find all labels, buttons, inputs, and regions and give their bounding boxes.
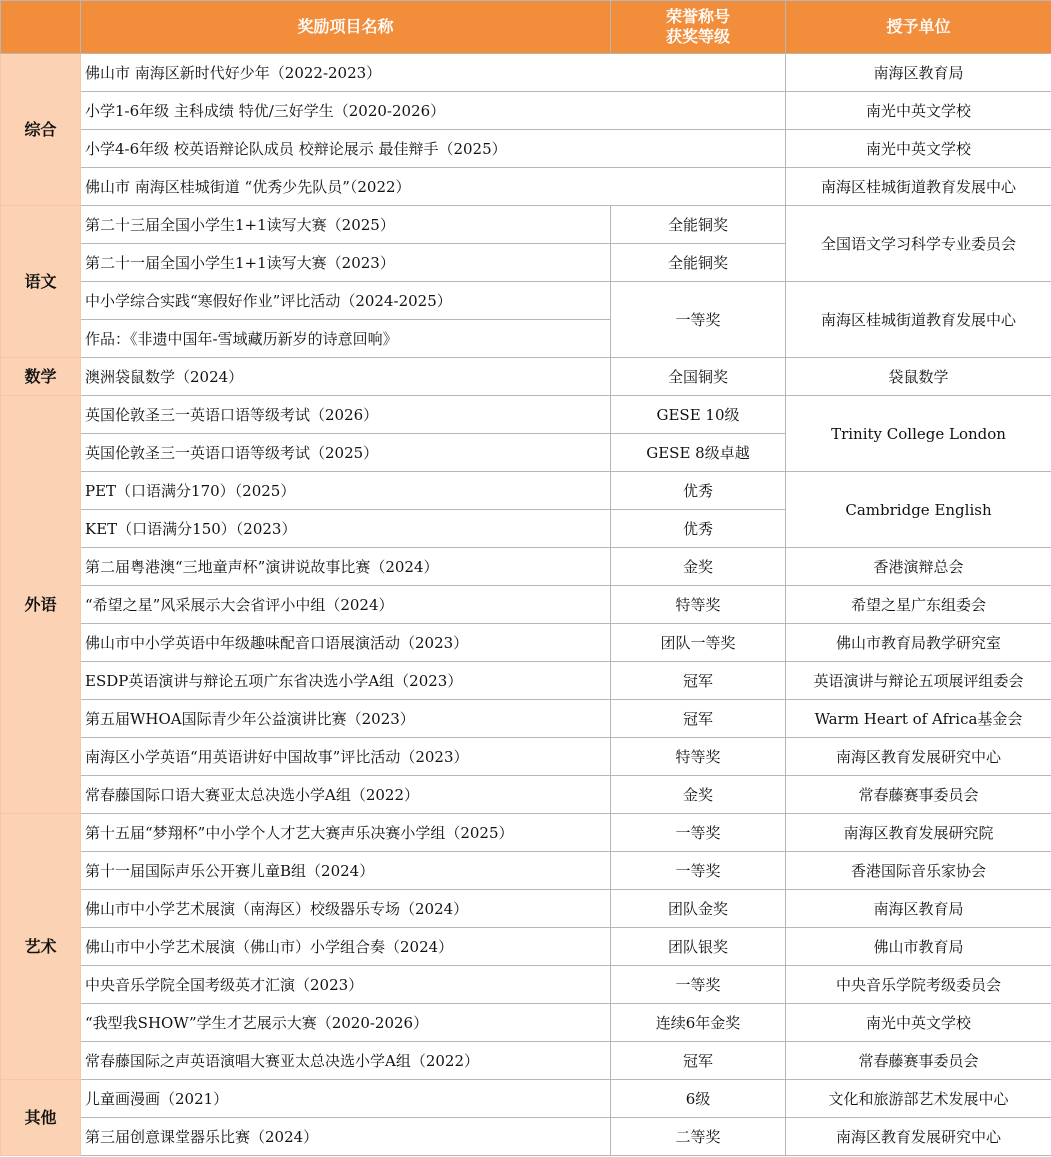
award-level: 冠军: [611, 1042, 786, 1080]
award-unit: 南海区教育发展研究中心: [786, 1118, 1051, 1156]
award-name: 作品：《非遗中国年-雪域藏历新岁的诗意回响》: [81, 320, 611, 358]
award-unit: 佛山市教育局教学研究室: [786, 624, 1051, 662]
award-unit: 南海区桂城街道教育发展中心: [786, 282, 1051, 358]
table-row: [1, 700, 1051, 738]
table-row: [1, 1118, 1051, 1156]
award-level: 一等奖: [611, 282, 786, 358]
award-unit: 常春藤赛事委员会: [786, 776, 1051, 814]
award-name: “希望之星”风采展示大会省评小中组（2024）: [81, 586, 611, 624]
award-level: 一等奖: [611, 852, 786, 890]
award-name: 常春藤国际口语大赛亚太总决选小学A组（2022）: [81, 776, 611, 814]
award-unit: 全国语文学习科学专业委员会: [786, 206, 1051, 282]
award-unit: 南海区教育局: [786, 54, 1051, 92]
table-row: [1, 586, 1051, 624]
table-row: [1, 852, 1051, 890]
award-name: 第二十三届全国小学生1+1读写大赛（2025）: [81, 206, 611, 244]
award-unit: 袋鼠数学: [786, 358, 1051, 396]
award-name: 佛山市 南海区桂城街道 “优秀少先队员”（2022）: [81, 168, 786, 206]
award-level: 特等奖: [611, 738, 786, 776]
header-level-line1: 荣誉称号: [665, 7, 730, 26]
award-level: 一等奖: [611, 966, 786, 1004]
table-row: [1, 358, 1051, 396]
table-row: [1, 472, 1051, 510]
award-name: 儿童画漫画（2021）: [81, 1080, 611, 1118]
award-level: 一等奖: [611, 814, 786, 852]
award-unit: 南海区桂城街道教育发展中心: [786, 168, 1051, 206]
award-level: 团队银奖: [611, 928, 786, 966]
award-unit: 香港演辩总会: [786, 548, 1051, 586]
award-level: 全能铜奖: [611, 244, 786, 282]
award-level: 连续6年金奖: [611, 1004, 786, 1042]
table-row: [1, 890, 1051, 928]
award-unit: 常春藤赛事委员会: [786, 1042, 1051, 1080]
award-level: 6级: [611, 1080, 786, 1118]
award-name: 第五届WHOA国际青少年公益演讲比赛（2023）: [81, 700, 611, 738]
award-name: 英国伦敦圣三一英语口语等级考试（2025）: [81, 434, 611, 472]
award-name: 第二十一届全国小学生1+1读写大赛（2023）: [81, 244, 611, 282]
header-level-line2: 获奖等级: [665, 27, 730, 46]
award-name: PET（口语满分170）（2025）: [81, 472, 611, 510]
award-name: 澳洲袋鼠数学（2024）: [81, 358, 611, 396]
header-name: 奖励项目名称: [81, 1, 611, 54]
award-name: 佛山市 南海区新时代好少年（2022-2023）: [81, 54, 786, 92]
award-level: 优秀: [611, 510, 786, 548]
award-name: 佛山市中小学艺术展演（南海区）校级器乐专场（2024）: [81, 890, 611, 928]
award-unit: Trinity College London: [786, 396, 1051, 472]
table-row: [1, 1080, 1051, 1118]
award-name: 南海区小学英语“用英语讲好中国故事”评比活动（2023）: [81, 738, 611, 776]
award-level: 冠军: [611, 700, 786, 738]
award-unit: 南光中英文学校: [786, 92, 1051, 130]
award-unit: Warm Heart of Africa基金会: [786, 700, 1051, 738]
award-unit: 南海区教育发展研究院: [786, 814, 1051, 852]
award-name: 英国伦敦圣三一英语口语等级考试（2026）: [81, 396, 611, 434]
table-row: [1, 548, 1051, 586]
award-unit: 南海区教育发展研究中心: [786, 738, 1051, 776]
award-level: 全国铜奖: [611, 358, 786, 396]
award-name: 中小学综合实践“寒假好作业”评比活动（2024-2025）: [81, 282, 611, 320]
table-row: [1, 662, 1051, 700]
award-name: “我型我SHOW”学生才艺展示大赛（2020-2026）: [81, 1004, 611, 1042]
award-level: 特等奖: [611, 586, 786, 624]
table-row: [1, 168, 1051, 206]
award-level: 全能铜奖: [611, 206, 786, 244]
header-category-cell: [1, 1, 81, 54]
header-level: [611, 1, 786, 54]
award-name: 第二届粤港澳“三地童声杯”演讲说故事比赛（2024）: [81, 548, 611, 586]
table-row: [1, 624, 1051, 662]
award-unit: 文化和旅游部艺术发展中心: [786, 1080, 1051, 1118]
award-level: 优秀: [611, 472, 786, 510]
table-row: [1, 966, 1051, 1004]
award-name: 中央音乐学院全国考级英才汇演（2023）: [81, 966, 611, 1004]
award-name: 第十五届“梦翔杯”中小学个人才艺大赛声乐决赛小学组（2025）: [81, 814, 611, 852]
award-name: 佛山市中小学艺术展演（佛山市）小学组合奏（2024）: [81, 928, 611, 966]
award-level: GESE 8级卓越: [611, 434, 786, 472]
award-name: 小学4-6年级 校英语辩论队成员 校辩论展示 最佳辩手（2025）: [81, 130, 786, 168]
award-unit: 佛山市教育局: [786, 928, 1051, 966]
award-name: 第十一届国际声乐公开赛儿童B组（2024）: [81, 852, 611, 890]
category-yishu: 艺术: [1, 814, 81, 1080]
award-unit: 南光中英文学校: [786, 130, 1051, 168]
table-row: [1, 130, 1051, 168]
award-level: GESE 10级: [611, 396, 786, 434]
table-row: [1, 92, 1051, 130]
award-name: ESDP英语演讲与辩论五项广东省决选小学A组（2023）: [81, 662, 611, 700]
award-level: 金奖: [611, 548, 786, 586]
award-unit: 中央音乐学院考级委员会: [786, 966, 1051, 1004]
category-waiyu: 外语: [1, 396, 81, 814]
award-level: 金奖: [611, 776, 786, 814]
award-level: 团队金奖: [611, 890, 786, 928]
award-level: 团队一等奖: [611, 624, 786, 662]
category-yuwen: 语文: [1, 206, 81, 358]
header-row: [1, 1, 1051, 54]
category-qita: 其他: [1, 1080, 81, 1156]
category-shuxue: 数学: [1, 358, 81, 396]
award-level: 冠军: [611, 662, 786, 700]
category-zonghe: 综合: [1, 54, 81, 206]
table-row: [1, 1004, 1051, 1042]
table-row: [1, 1042, 1051, 1080]
table-row: [1, 776, 1051, 814]
award-unit: 香港国际音乐家协会: [786, 852, 1051, 890]
table-row: [1, 928, 1051, 966]
award-unit: 希望之星广东组委会: [786, 586, 1051, 624]
award-name: 常春藤国际之声英语演唱大赛亚太总决选小学A组（2022）: [81, 1042, 611, 1080]
table-row: [1, 54, 1051, 92]
table-row: [1, 206, 1051, 244]
award-unit: Cambridge English: [786, 472, 1051, 548]
table-row: [1, 396, 1051, 434]
table-row: [1, 814, 1051, 852]
table-row: [1, 738, 1051, 776]
award-unit: 英语演讲与辩论五项展评组委会: [786, 662, 1051, 700]
award-name: 第三届创意课堂器乐比赛（2024）: [81, 1118, 611, 1156]
award-unit: 南光中英文学校: [786, 1004, 1051, 1042]
header-unit: 授予单位: [786, 1, 1051, 54]
award-name: 小学1-6年级 主科成绩 特优/三好学生（2020-2026）: [81, 92, 786, 130]
award-name: KET（口语满分150）（2023）: [81, 510, 611, 548]
table-row: [1, 282, 1051, 320]
award-unit: 南海区教育局: [786, 890, 1051, 928]
award-name: 佛山市中小学英语中年级趣味配音口语展演活动（2023）: [81, 624, 611, 662]
award-level: 二等奖: [611, 1118, 786, 1156]
